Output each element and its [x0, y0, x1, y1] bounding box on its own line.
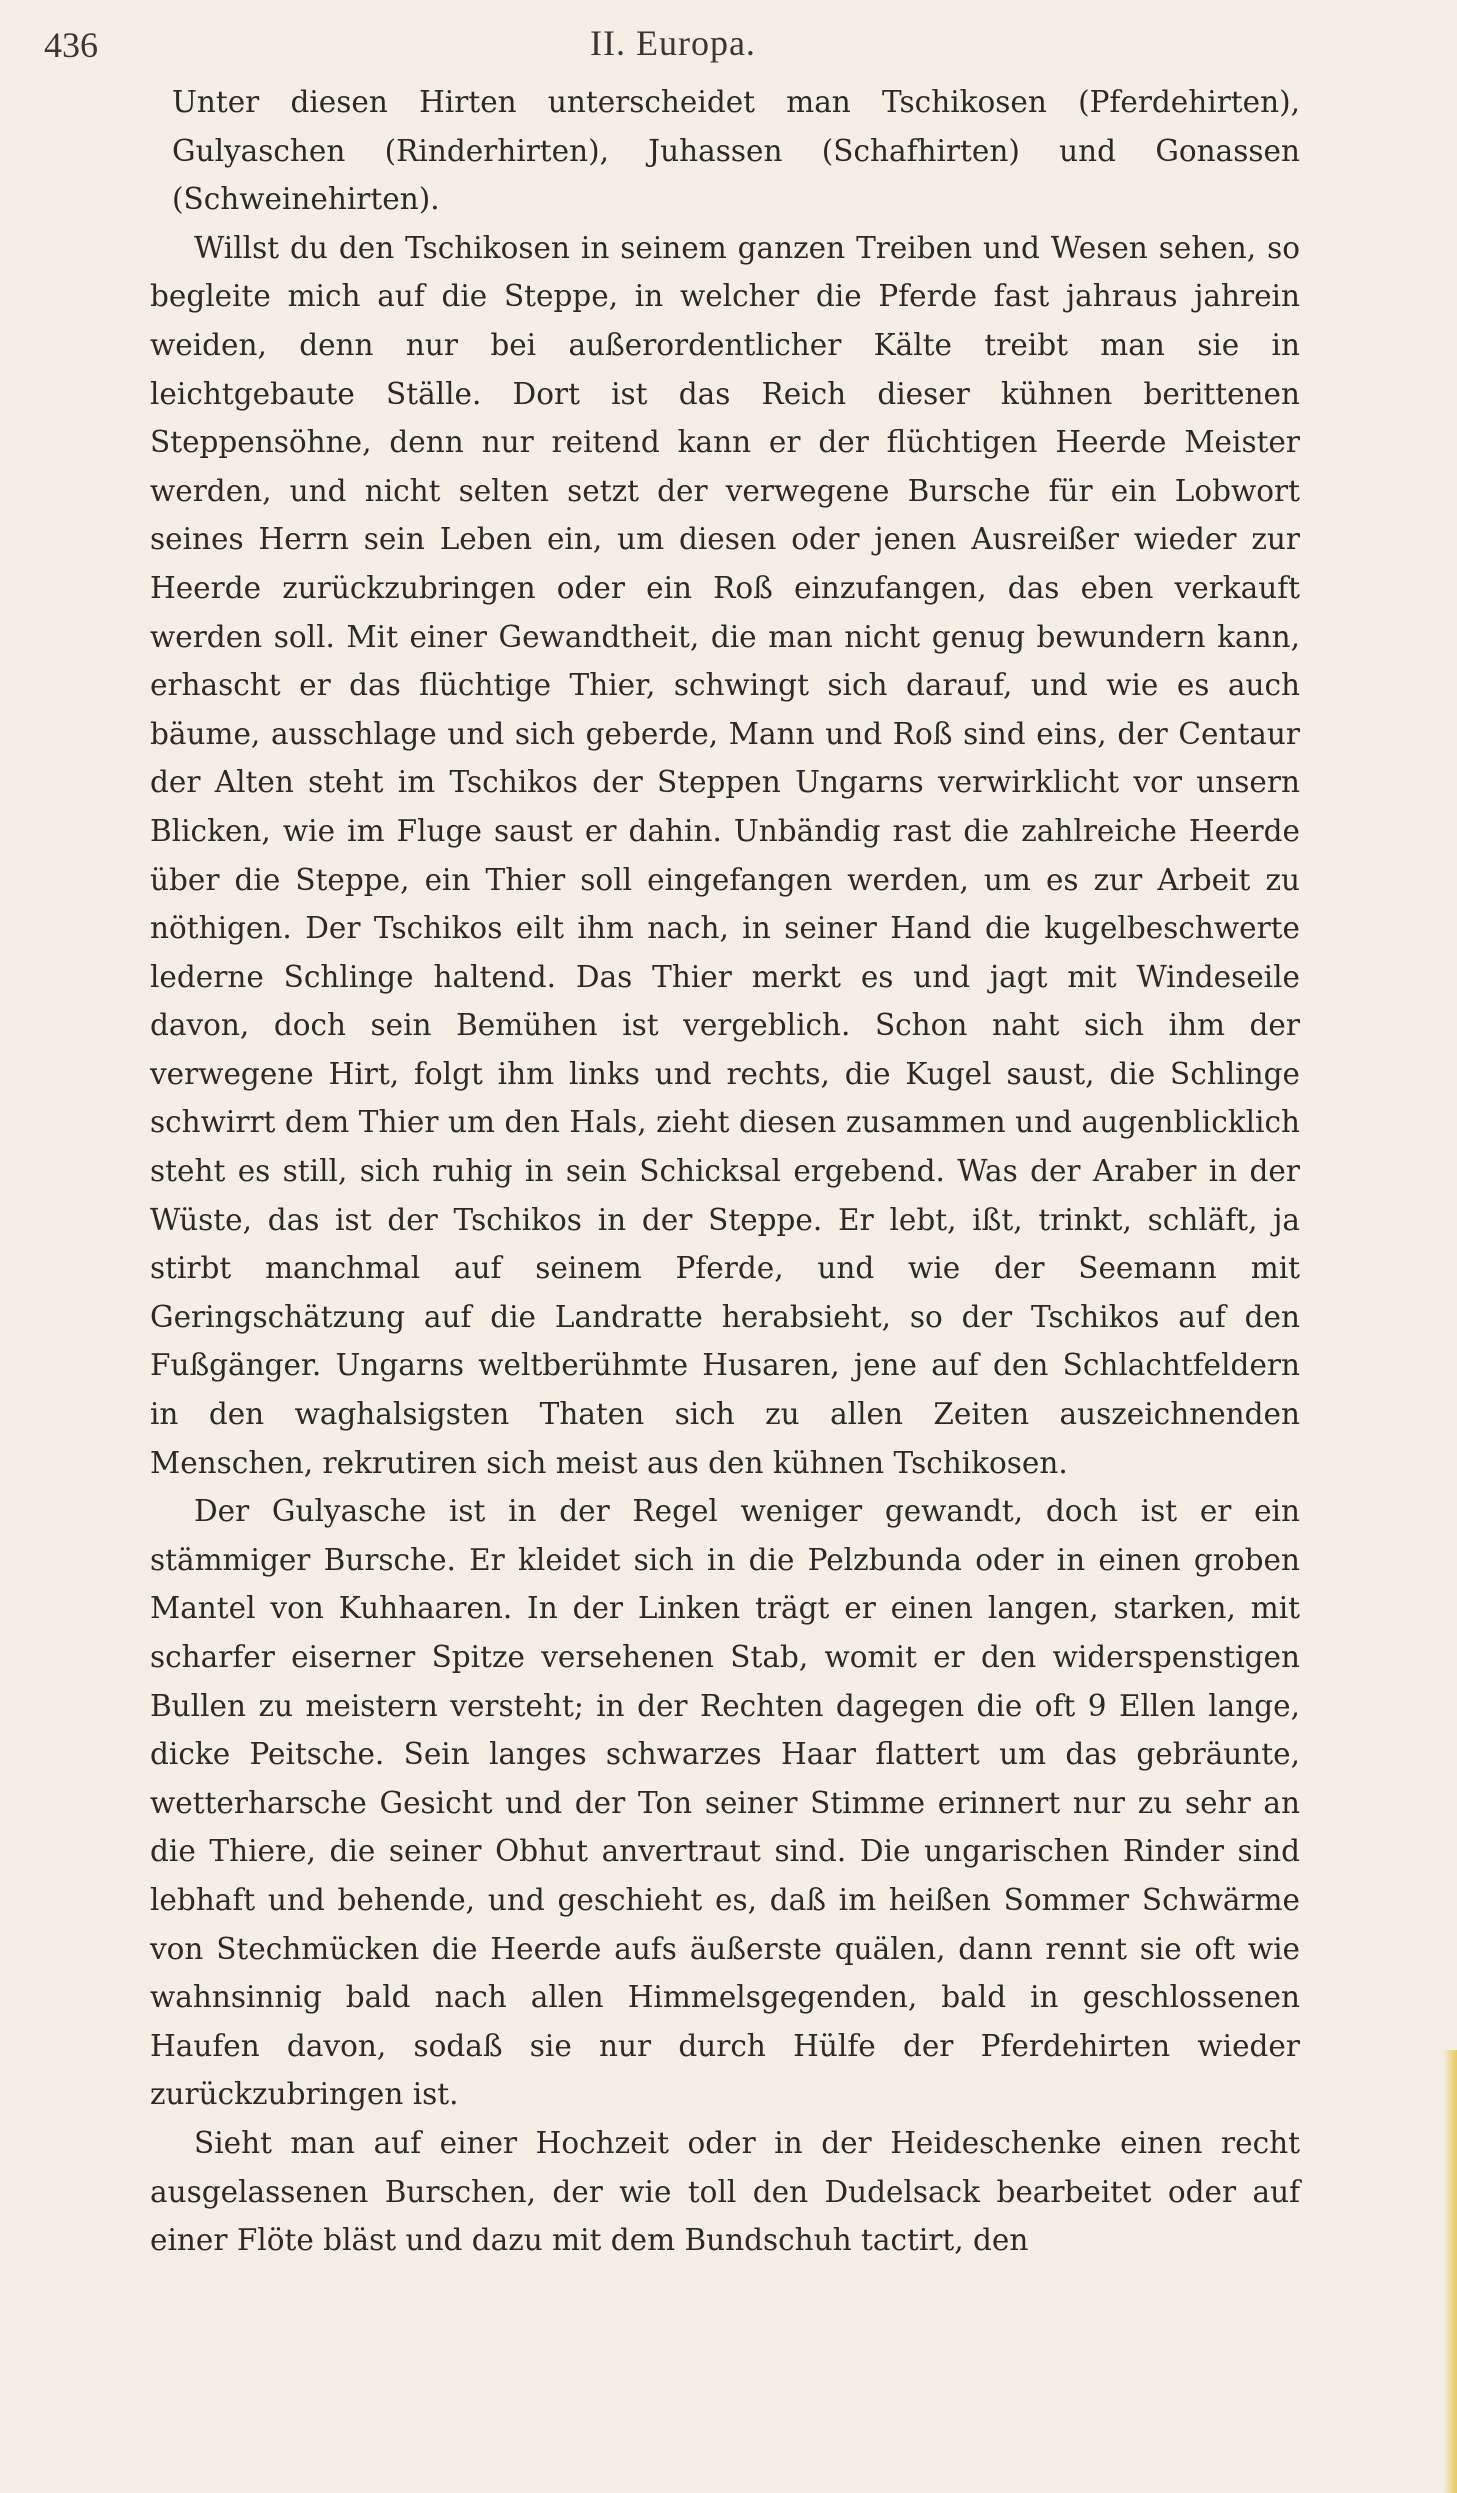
running-head: II. Europa.: [590, 23, 756, 63]
paragraph: Sieht man auf einer Hochzeit oder in der Heideschenke einen recht ausgelassenen Burschen, der wie toll den Dudelsack bearbeitet oder auf einer Flöte bläst und dazu mit dem Bundschuh tactirt, den: [150, 2125, 1300, 2258]
body-text: [150, 78, 1300, 2265]
page-edge-mark: [1443, 2050, 1457, 2493]
paragraph: Willst du den Tschikosen in seinem ganzen Treiben und Wesen sehen, so begleite mich auf die Steppe, in welcher die Pferde fast jahraus jahrein weiden, denn nur bei außerordentlicher Kälte treibt man sie in leichtgebaute Ställe. Dort ist das Reich dieser kühnen berittenen Steppensöhne, denn nur reitend kann er der flüchtigen Heerde Meister werden, und nicht selten setzt der verwegene Bursche für ein Lobwort seines Herrn sein Leben ein, um diesen oder jenen Ausreißer wieder zur Heerde zurückzubringen oder ein Roß einzufangen, das eben verkauft werden soll. Mit einer Gewandtheit, die man nicht genug bewundern kann, erhascht er das flüchtige Thier, schwingt sich darauf, und wie es auch bäume, ausschlage und sich geberde, Mann und Roß sind eins, der Centaur der Alten steht im Tschikos der Steppen Ungarns verwirklicht vor unsern Blicken, wie im Fluge saust er dahin. Unbändig rast die zahlreiche Heerde über die Steppe, ein Thier soll eingefangen werden, um es zur Arbeit zu nöthigen. Der Tschikos eilt ihm nach, in seiner Hand die kugelbeschwerte lederne Schlinge haltend. Das Thier merkt es und jagt mit Windeseile davon, doch sein Bemühen ist vergeblich. Schon naht sich ihm der verwegene Hirt, folgt ihm links und rechts, die Kugel saust, die Schlinge schwirrt dem Thier um den Hals, zieht diesen zusammen und augenblicklich steht es still, sich ruhig in sein Schicksal ergebend. Was der Araber in der Wüste, das ist der Tschikos in der Steppe. Er lebt, ißt, trinkt, schläft, ja stirbt manchmal auf seinem Pferde, und wie der Seemann mit Geringschätzung auf die Landratte herabsieht, so der Tschikos auf den Fußgänger. Ungarns weltberühmte Husaren, jene auf den Schlachtfeldern in den waghalsigsten Thaten sich zu allen Zeiten auszeichnenden Menschen, rekrutiren sich meist aus den kühnen Tschikosen.: [150, 230, 1300, 1480]
paragraph: Unter diesen Hirten unterscheidet man Tschikosen (Pferdehirten), Gulyaschen (Rinderhirten), Juhassen (Schafhirten) und Gonassen (Schweinehirten).: [172, 85, 1300, 217]
page-number: 436: [44, 25, 98, 65]
page-header: [30, 10, 1427, 72]
paragraph: Der Gulyasche ist in der Regel weniger gewandt, doch ist er ein stämmiger Bursche. Er kleidet sich in die Pelzbunda oder in einen groben Mantel von Kuhhaaren. In der Linken trägt er einen langen, starken, mit scharfer eiserner Spitze versehenen Stab, womit er den widerspenstigen Bullen zu meistern versteht; in der Rechten dagegen die oft 9 Ellen lange, dicke Peitsche. Sein langes schwarzes Haar flattert um das gebräunte, wetterharsche Gesicht und der Ton seiner Stimme erinnert nur zu sehr an die Thiere, die seiner Obhut anvertraut sind. Die ungarischen Rinder sind lebhaft und behende, und geschieht es, daß im heißen Sommer Schwärme von Stechmücken die Heerde aufs äußerste quälen, dann rennt sie oft wie wahnsinnig bald nach allen Himmelsgegenden, bald in geschlossenen Haufen davon, sodaß sie nur durch Hülfe der Pferdehirten wieder zurückzubringen ist.: [150, 1494, 1300, 2112]
